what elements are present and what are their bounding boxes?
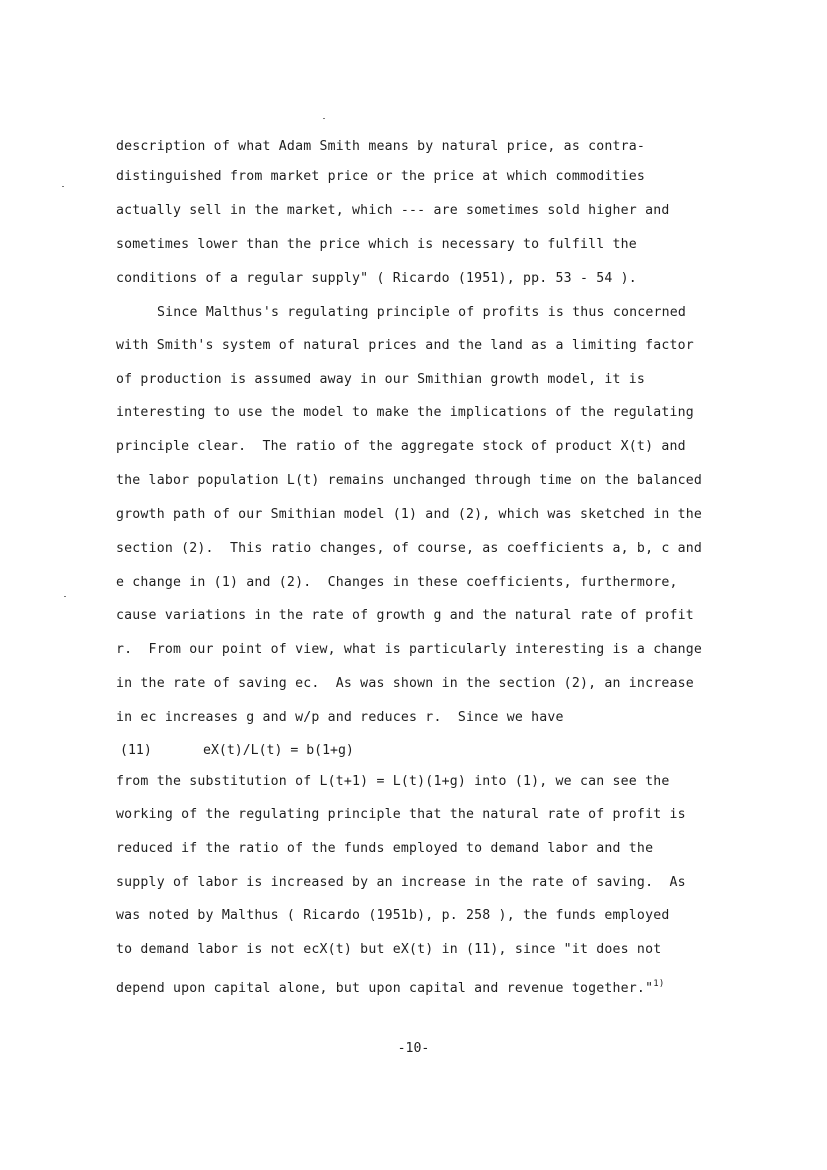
text-line: growth path of our Smithian model (1) and (2), which was sketched in the (116, 507, 703, 522)
text-line: sometimes lower than the price which is necessary to fulfill the (116, 237, 637, 252)
page-number: -10- (397, 1041, 430, 1056)
scan-speck (64, 596, 66, 597)
text-line-content: depend upon capital alone, but upon capital and revenue together." (116, 981, 654, 996)
text-line: cause variations in the rate of growth g and the natural rate of profit (116, 608, 694, 623)
text-line: principle clear. The ratio of the aggregate stock of product X(t) and (116, 439, 686, 454)
text-line: from the substitution of L(t+1) = L(t)(1+g) into (1), we can see the (116, 774, 670, 789)
equation-number: (11) (120, 743, 152, 758)
text-line: in the rate of saving ec. As was shown in the section (2), an increase (116, 676, 694, 691)
text-line: with Smith's system of natural prices and the land as a limiting factor (116, 338, 694, 353)
text-line: of production is assumed away in our Smithian growth model, it is (116, 372, 646, 387)
text-line: supply of labor is increased by an increase in the rate of saving. As (116, 875, 686, 890)
scan-speck (323, 118, 325, 119)
text-line: reduced if the ratio of the funds employed to demand labor and the (116, 841, 654, 856)
text-line: Since Malthus's regulating principle of profits is thus concerned (157, 305, 687, 320)
text-line: the labor population L(t) remains unchanged through time on the balanced (116, 473, 703, 488)
text-line: distinguished from market price or the price at which commodities (116, 169, 646, 184)
text-line: description of what Adam Smith means by natural price, as contra- (116, 139, 646, 154)
text-line: in ec increases g and w/p and reduces r. Since we have (116, 710, 564, 725)
text-line: e change in (1) and (2). Changes in these coefficients, furthermore, (116, 575, 678, 590)
text-line: was noted by Malthus ( Ricardo (1951b), p. 258 ), the funds employed (116, 908, 670, 923)
text-line: to demand labor is not ecX(t) but eX(t) in (11), since "it does not (116, 942, 662, 957)
text-line (116, 975, 664, 998)
footnote-mark: 1) (653, 979, 665, 989)
text-line: section (2). This ratio changes, of course, as coefficients a, b, c and (116, 541, 703, 556)
scan-speck (62, 186, 64, 187)
text-line: conditions of a regular supply" ( Ricardo (1951), pp. 53 - 54 ). (116, 271, 637, 286)
equation: eX(t)/L(t) = b(1+g) (203, 743, 354, 758)
text-line: interesting to use the model to make the implications of the regulating (116, 405, 694, 420)
text-line: working of the regulating principle that the natural rate of profit is (116, 807, 686, 822)
text-line: r. From our point of view, what is particularly interesting is a change (116, 642, 703, 657)
text-line: actually sell in the market, which --- are sometimes sold higher and (116, 203, 670, 218)
